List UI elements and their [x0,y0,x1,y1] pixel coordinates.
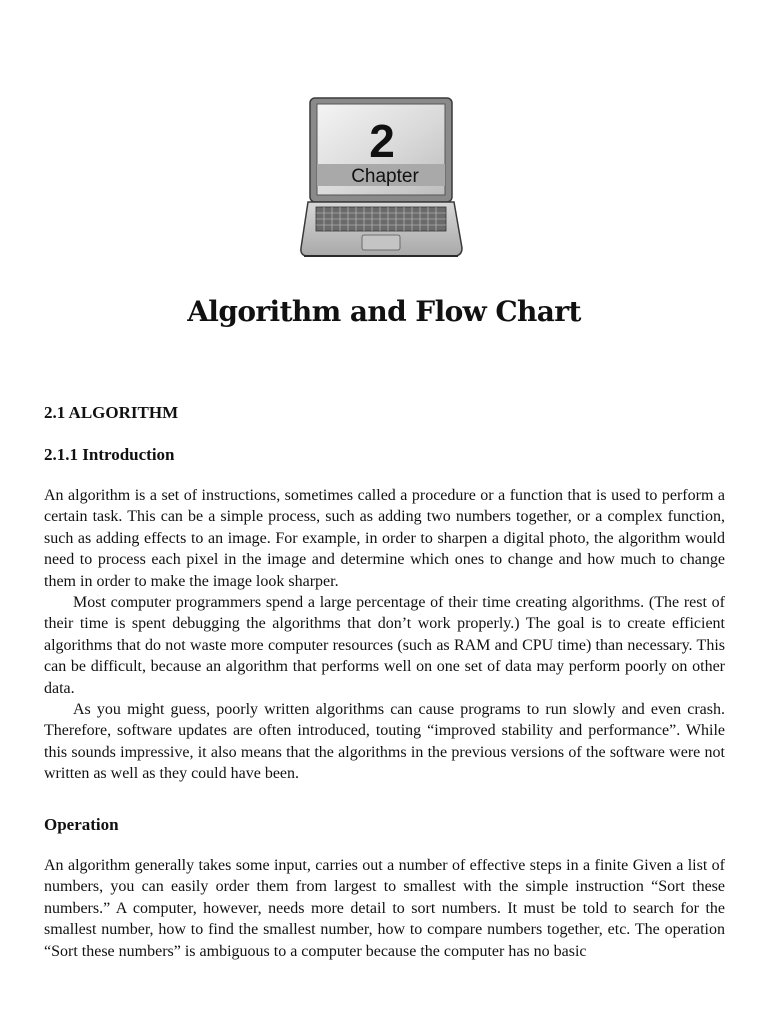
chapter-number: 2 [369,115,395,167]
chapter-title: Algorithm and Flow Chart [187,295,581,328]
paragraph: Most computer programmers spend a large percentage of their time creating algorithms. (The rest of their time is spent debugging the algorithms that don’t work properly.) The goal is to create efficient algorithms that do not waste more computer resources (such as RAM and CPU time) than necessary. This can be difficult, because an algorithm that performs well on one set of data may perform poorly on other data. [44,594,725,697]
paragraph: An algorithm is a set of instructions, sometimes called a procedure or a function that is used to perform a certain task. This can be a simple process, such as adding two numbers together, or a complex function, such as adding effects to an image. For example, in order to sharpen a digital photo, the algorithm would need to process each pixel in the image and determine which ones to change and how much to change them in order to make the image look sharper. [44,487,725,590]
chapter-laptop-illustration [300,96,468,264]
heading-operation: Operation [44,815,119,834]
introduction-text [44,485,725,785]
paragraph: An algorithm generally takes some input, carries out a number of effective steps in a finite Given a list of numbers, you can easily order them from largest to smallest with the simple instruction “Sort these numbers.” A computer, however, needs more detail to sort numbers. It must be told to search for the smallest number, how to find the smallest number, how to compare numbers together, etc. The operation “Sort these numbers” is ambiguous to a computer because the computer has no basic [44,857,725,960]
subsection-heading-introduction: 2.1.1 Introduction [44,445,175,464]
chapter-label: Chapter [351,166,419,187]
section-heading-algorithm: 2.1 ALGORITHM [44,403,179,422]
paragraph: As you might guess, poorly written algorithms can cause programs to run slowly and even crash. Therefore, software updates are often introduced, touting “improved stability and performance”. While this sounds impressive, it also means that the algorithms in the previous versions of the software were not written as well as they could have been. [44,701,725,783]
operation-text [44,855,725,962]
